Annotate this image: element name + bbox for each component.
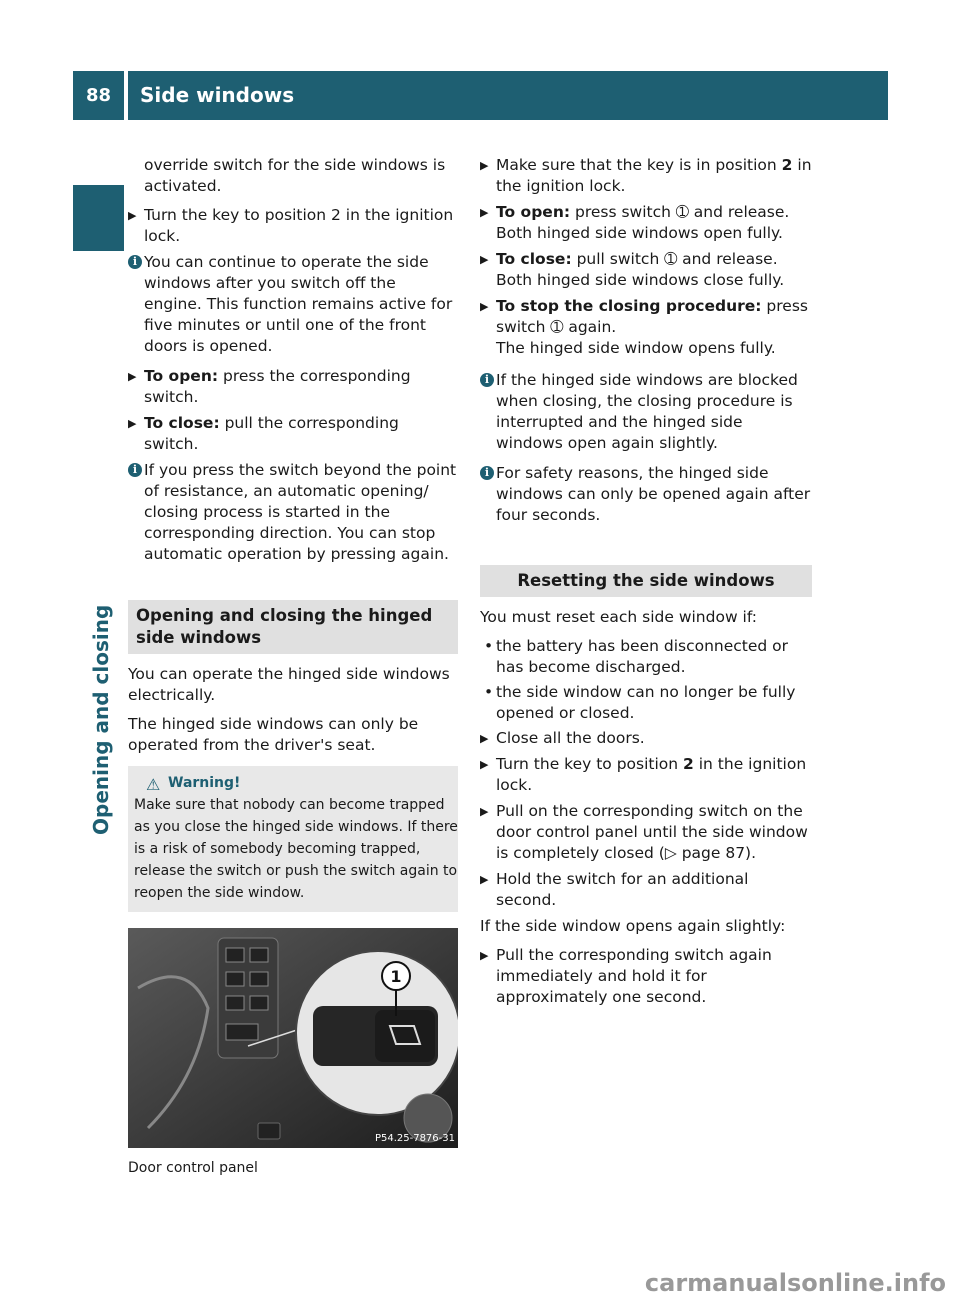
section-heading: Opening and closing the hinged side windows [128,600,458,654]
step-arrow-icon: ▶ [128,209,137,222]
chapter-label: Opening and closing [89,604,113,835]
bullet-icon: • [484,683,494,701]
door-control-panel-image [128,928,458,1148]
step-arrow-icon: ▶ [480,758,489,771]
page-number: 88 [73,71,124,120]
footer-watermark: carmanualsonline.info [644,1269,946,1297]
info-note: i If you press the switch beyond the point of resistance, an automatic opening/ closing process is started in the corresponding direction. You can stop automatic operation by pressing again. [128,460,458,565]
step-arrow-icon: ▶ [480,732,489,745]
section-tab [73,185,124,251]
info-icon: i [128,255,142,269]
bullet-icon: • [484,637,494,655]
warning-box [128,766,458,912]
instruction-step: ▶ To close: pull the corresponding switch. [128,414,399,453]
instruction-step: ▶ Hold the switch for an additional second. [480,870,749,909]
info-icon: i [128,463,142,477]
warning-text: Make sure that nobody can become trapped as you close the hinged side windows. If there is a risk of somebody becoming trapped, release the switch or push the switch again to reopen the side window. [134,797,458,901]
info-note: i You can continue to operate the side windows after you switch off the engine. This function remains active for five minutes or until one of the front doors is opened. [128,252,458,357]
page-title: Side windows [128,71,888,120]
step-arrow-icon: ▶ [480,805,489,818]
warning-title: ⚠ Warning! [146,775,241,794]
callout-number: 1 [390,967,402,986]
right-column [480,155,812,1013]
instruction-step: ▶ Pull the corresponding switch again immediately and hold it for approximately one second. [480,946,772,1006]
instruction-step: ▶ To stop the closing procedure: press switch ➀ again. The hinged side window opens fully. [480,297,808,357]
info-icon: i [480,373,494,387]
step-arrow-icon: ▶ [480,300,489,313]
instruction-step: ▶ To open: press switch ➀ and release. Both hinged side windows open fully. [480,203,790,242]
step-arrow-icon: ▶ [480,873,489,886]
warning-triangle-icon: ⚠ [146,775,161,794]
info-note: i If the hinged side windows are blocked when closing, the closing procedure is interrupted and the hinged side windows open again slightly. [480,370,812,454]
instruction-step: ▶ Make sure that the key is in position 2 in the ignition lock. [480,156,812,195]
instruction-step: ▶ To open: press the corresponding switch. [128,367,411,406]
figure-caption: Door control panel [128,1160,258,1176]
step-arrow-icon: ▶ [480,206,489,219]
step-arrow-icon: ▶ [480,949,489,962]
step-arrow-icon: ▶ [128,370,137,383]
instruction-step: ▶ To close: pull switch ➀ and release. Both hinged side windows close fully. [480,250,785,289]
paragraph: You can operate the hinged side windows electrically. [128,665,450,704]
instruction-step: ▶ Close all the doors. [480,729,645,747]
bullet-item: • the battery has been disconnected or has become discharged. [484,637,789,676]
left-column [128,155,458,1179]
section-heading: Resetting the side windows [480,565,812,597]
paragraph: If the side window opens again slightly: [480,917,786,935]
info-icon: i [480,466,494,480]
instruction-step: ▶ Turn the key to position 2 in the ignition lock. [480,755,807,794]
paragraph: override switch for the side windows is activated. [144,156,446,195]
step-arrow-icon: ▶ [480,159,489,172]
paragraph: The hinged side windows can only be operated from the driver's seat. [128,715,419,754]
step-arrow-icon: ▶ [480,253,489,266]
bullet-item: • the side window can no longer be fully opened or closed. [484,683,796,722]
door-panel-illustration [128,928,458,1148]
paragraph: You must reset each side window if: [480,608,757,626]
figure-code: P54.25-7876-31 [374,1133,455,1144]
step-arrow-icon: ▶ [128,417,137,430]
info-note: i For safety reasons, the hinged side windows can only be opened again after four seconds. [480,463,812,526]
instruction-step: ▶ Pull on the corresponding switch on the door control panel until the side window is completely closed (▷ page 87). [480,802,808,862]
instruction-step: ▶ Turn the key to position 2 in the ignition lock. [128,206,454,245]
